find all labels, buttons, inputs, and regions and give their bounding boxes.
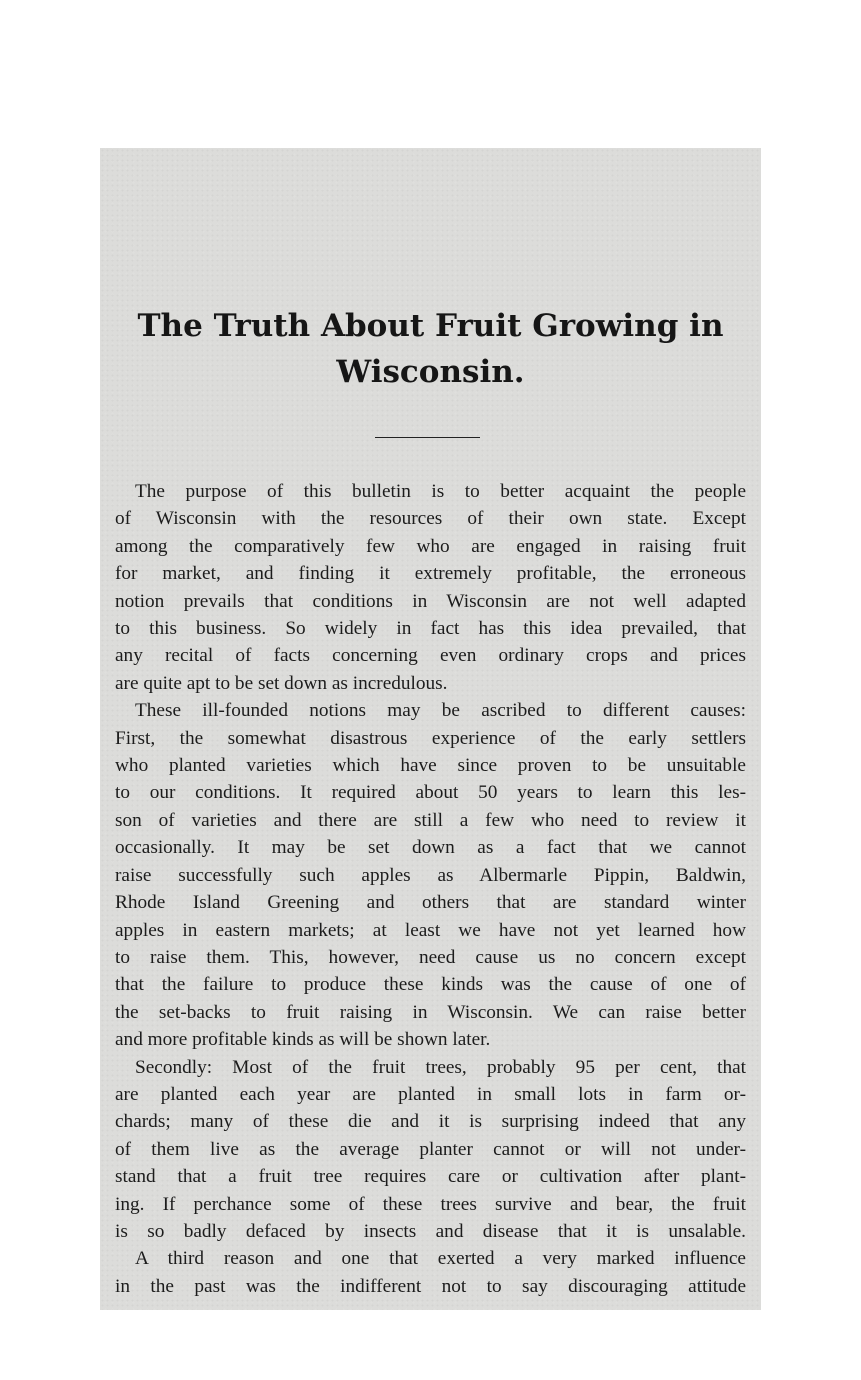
text-line: are planted each year are planted in small lots in farm or- [115, 1083, 746, 1105]
title-divider [375, 437, 480, 438]
text-line: apples in eastern markets; at least we have not yet learned how [115, 919, 746, 941]
text-line: and more profitable kinds as will be shown later. [115, 1029, 491, 1051]
text-line: for market, and finding it extremely profitable, the erroneous [115, 563, 746, 585]
text-line: ing. If perchance some of these trees survive and bear, the fruit [115, 1193, 746, 1215]
text-line: to this business. So widely in fact has this idea prevailed, that [115, 618, 746, 640]
text-line: stand that a fruit tree requires care or cultivation after plant- [115, 1166, 746, 1188]
text-line: to raise them. This, however, need cause us no concern except [115, 946, 746, 968]
text-line: who planted varieties which have since proven to be unsuitable [115, 755, 746, 777]
text-line: The purpose of this bulletin is to better acquaint the people [135, 481, 746, 502]
title-line: Wisconsin. [336, 354, 525, 390]
text-line: of Wisconsin with the resources of their own state. Except [115, 508, 746, 530]
scanned-page [100, 148, 761, 1310]
text-line: that the failure to produce these kinds was the cause of one of [115, 974, 746, 996]
text-line: to our conditions. It required about 50 years to learn this les- [115, 782, 746, 804]
text-line: These ill-founded notions may be ascribed to different causes: [135, 700, 746, 722]
text-line: Rhode Island Greening and others that are standard winter [115, 892, 746, 914]
text-line: chards; many of these die and it is surprising indeed that any [115, 1111, 746, 1133]
text-line: any recital of facts concerning even ordinary crops and prices [115, 645, 746, 667]
text-line: of them live as the average planter cannot or will not under- [115, 1138, 746, 1160]
text-line: occasionally. It may be set down as a fact that we cannot [115, 837, 746, 859]
text-line: A third reason and one that exerted a very marked influence [135, 1248, 746, 1270]
text-line: notion prevails that conditions in Wisconsin are not well adapted [115, 590, 746, 612]
text-line: First, the somewhat disastrous experience of the early settlers [115, 727, 746, 749]
text-line: is so badly defaced by insects and disease that it is unsalable. [115, 1220, 746, 1242]
document-title [100, 303, 761, 395]
title-line: The Truth About Fruit Growing in [137, 308, 724, 344]
text-line: in the past was the indifferent not to say discouraging attitude [115, 1275, 746, 1297]
text-line: Secondly: Most of the fruit trees, probably 95 per cent, that [135, 1056, 746, 1078]
text-line: among the comparatively few who are engaged in raising fruit [115, 535, 746, 557]
body-text [115, 478, 746, 1300]
text-line: the set-backs to fruit raising in Wisconsin. We can raise better [115, 1001, 746, 1023]
text-line: raise successfully such apples as Albermarle Pippin, Baldwin, [115, 864, 746, 886]
text-line: son of varieties and there are still a few who need to review it [115, 809, 746, 831]
text-line: are quite apt to be set down as incredulous. [115, 672, 448, 694]
